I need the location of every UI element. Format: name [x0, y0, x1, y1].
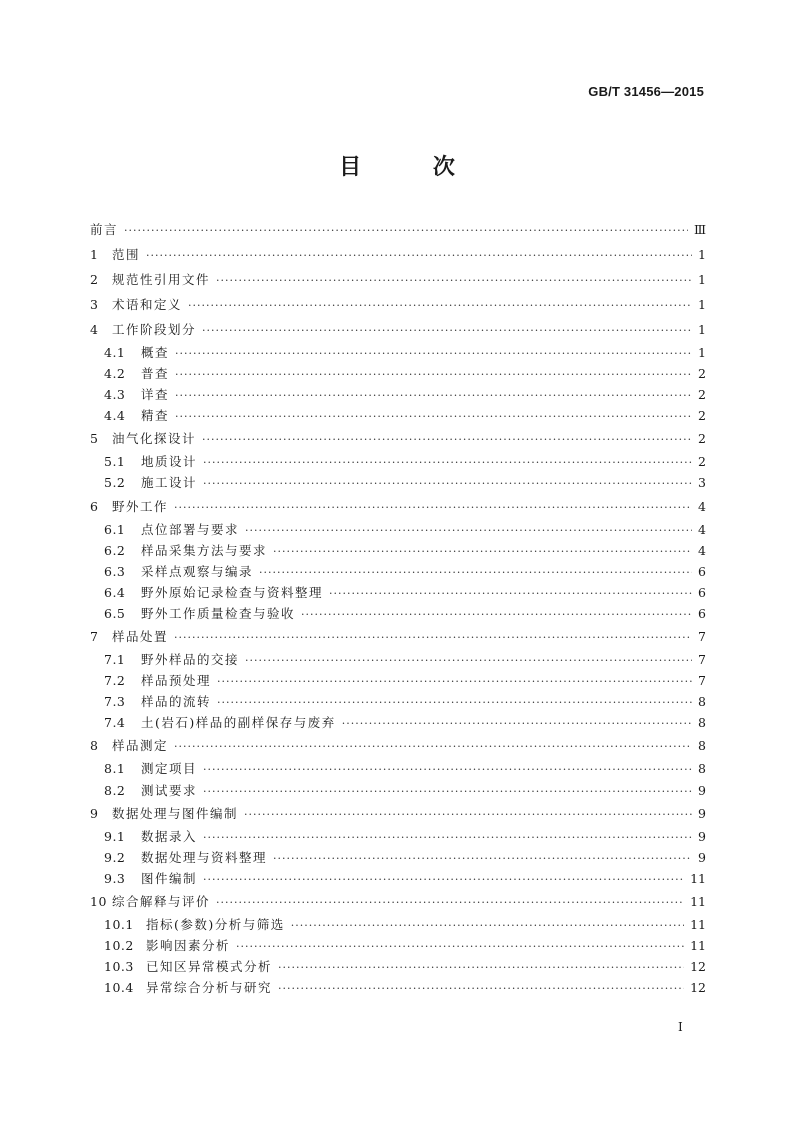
toc-entry-page: 9: [698, 782, 706, 798]
toc-entry-number: 9.3: [104, 870, 126, 886]
toc-leader-dots: [175, 388, 692, 404]
toc-entry[interactable]: [90, 980, 706, 1001]
toc-entry-number: 6.3: [104, 563, 126, 579]
toc-entry-label: 已知区异常模式分析: [146, 959, 273, 975]
toc-entry-page: 1: [698, 322, 706, 337]
toc-entry[interactable]: [90, 652, 706, 673]
toc-leader-dots: [203, 762, 692, 778]
toc-entry-number: 8.1: [104, 761, 126, 777]
toc-entry[interactable]: [90, 245, 706, 270]
toc-leader-dots: [273, 544, 692, 560]
toc-entry[interactable]: [90, 454, 706, 475]
toc-entry-label: 图件编制: [141, 870, 198, 886]
toc-entry-number: 5.1: [104, 454, 126, 470]
toc-entry-label: 概查: [141, 345, 170, 360]
toc-entry-page: 8: [698, 738, 706, 754]
toc-entry-page: 4: [698, 542, 706, 558]
toc-entry-page: 6: [698, 605, 706, 621]
toc-leader-dots: [188, 298, 692, 314]
toc-leader-dots: [203, 784, 692, 800]
toc-leader-dots: [217, 674, 692, 690]
toc-entry-number: 4.1: [104, 345, 126, 360]
toc-leader-dots: [203, 872, 684, 888]
toc-entry-page: 9: [698, 849, 706, 865]
toc-entry-label: 工作阶段划分: [112, 322, 197, 337]
toc-entry[interactable]: [90, 850, 706, 871]
toc-entry-page: 1: [698, 247, 706, 262]
toc-entry[interactable]: [90, 543, 706, 564]
toc-leader-dots: [202, 323, 692, 339]
toc-entry[interactable]: [90, 694, 706, 715]
toc-entry-label: 点位部署与要求: [141, 521, 240, 537]
toc-entry[interactable]: [90, 270, 706, 295]
toc-entry-page: 11: [690, 937, 706, 953]
toc-entry-page: 2: [698, 454, 706, 470]
toc-entry-number: 7.4: [104, 715, 126, 731]
page-number: I: [678, 1020, 683, 1034]
toc-entry[interactable]: [90, 938, 706, 959]
toc-leader-dots: [273, 851, 692, 867]
toc-entry-label: 普查: [141, 366, 170, 382]
toc-leader-dots: [259, 565, 692, 581]
toc-entry[interactable]: [90, 345, 706, 366]
toc-entry-label: 数据处理与资料整理: [141, 849, 268, 865]
toc-entry-page: 8: [698, 694, 706, 710]
toc-entry-number: 10.2: [104, 937, 134, 953]
toc-entry-label: 样品采集方法与要求: [141, 542, 268, 558]
toc-entry-page: 7: [698, 673, 706, 689]
toc-entry-number: 4.3: [104, 387, 126, 403]
toc-leader-dots: [175, 367, 692, 383]
toc-leader-dots: [203, 476, 692, 492]
toc-entry[interactable]: [90, 366, 706, 387]
toc-leader-dots: [175, 346, 692, 362]
toc-entry-label: 范围: [112, 247, 141, 262]
toc-entry-page: 7: [698, 652, 706, 668]
toc-entry[interactable]: [90, 829, 706, 850]
toc-entry-number: 4: [90, 322, 99, 337]
toc-entry-label: 土(岩石)样品的副样保存与废弃: [141, 715, 336, 731]
toc-entry-page: Ⅲ: [693, 222, 706, 237]
toc-entry-page: 2: [698, 366, 706, 382]
toc-entry-label: 数据录入: [141, 828, 198, 844]
toc-entry-page: 7: [698, 629, 706, 645]
toc-entry-page: 2: [698, 431, 706, 447]
toc-leader-dots: [244, 807, 692, 823]
toc-leader-dots: [278, 960, 684, 976]
toc-entry-page: 1: [698, 272, 706, 287]
toc-entry-number: 6.1: [104, 521, 126, 537]
toc-entry-label: 异常综合分析与研究: [146, 980, 273, 996]
toc-entry-label: 测试要求: [141, 782, 198, 798]
toc-entry-page: 2: [698, 408, 706, 424]
toc-entry-number: 2: [90, 272, 99, 287]
toc-entry[interactable]: [90, 497, 706, 522]
toc-leader-dots: [291, 918, 684, 934]
toc-entry-page: 12: [690, 959, 706, 975]
toc-leader-dots: [217, 695, 692, 711]
toc-leader-dots: [278, 981, 684, 997]
toc-entry[interactable]: [90, 761, 706, 782]
toc-entry[interactable]: [90, 627, 706, 652]
toc-leader-dots: [146, 248, 692, 264]
toc-entry-label: 样品处置: [112, 629, 169, 645]
toc-entry-number: 9.2: [104, 849, 126, 865]
toc-entry-number: 9.1: [104, 828, 126, 844]
toc-entry-number: 7.1: [104, 652, 126, 668]
toc-entry-number: 5: [90, 431, 99, 447]
toc-leader-dots: [202, 432, 692, 448]
toc-entry[interactable]: [90, 606, 706, 627]
toc-entry-label: 指标(参数)分析与筛选: [146, 916, 285, 932]
toc-entry[interactable]: [90, 917, 706, 938]
toc-entry[interactable]: [90, 673, 706, 694]
toc-entry-label: 术语和定义: [112, 297, 183, 312]
toc-entry-page: 1: [698, 297, 706, 312]
toc-entry-label: 样品测定: [112, 738, 169, 754]
toc-entry-number: 7.3: [104, 694, 126, 710]
toc-entry-number: 6.2: [104, 542, 126, 558]
toc-leader-dots: [175, 409, 692, 425]
toc-entry-page: 6: [698, 563, 706, 579]
toc-entry[interactable]: [90, 387, 706, 408]
toc-entry[interactable]: [90, 892, 706, 917]
toc-entry-label: 野外工作质量检查与验收: [141, 605, 296, 621]
toc-entry-number: 10: [90, 893, 107, 909]
toc-entry-number: 8: [90, 738, 99, 754]
toc-leader-dots: [124, 223, 688, 239]
toc-entry-label: 野外原始记录检查与资料整理: [141, 584, 324, 600]
toc-entry-number: 10.3: [104, 959, 134, 975]
toc-entry-page: 9: [698, 828, 706, 844]
toc-leader-dots: [174, 739, 692, 755]
toc-entry-number: 4.4: [104, 408, 126, 424]
toc-entry[interactable]: [90, 220, 706, 245]
toc-entry-number: 8.2: [104, 782, 126, 798]
toc-entry-number: 7.2: [104, 673, 126, 689]
toc-entry-page: 11: [690, 870, 706, 886]
toc-entry[interactable]: [90, 522, 706, 543]
toc-entry-number: 9: [90, 805, 99, 821]
toc-entry-number: 7: [90, 629, 99, 645]
toc-entry-page: 9: [698, 805, 706, 821]
toc-leader-dots: [174, 500, 692, 516]
toc-entry-page: 6: [698, 584, 706, 600]
toc-entry-label: 前言: [90, 222, 119, 237]
toc-leader-dots: [245, 653, 692, 669]
toc-entry-label: 采样点观察与编录: [141, 563, 254, 579]
toc-entry-number: 5.2: [104, 475, 126, 491]
toc-entry-page: 2: [698, 387, 706, 403]
toc-leader-dots: [245, 523, 692, 539]
toc-entry[interactable]: [90, 736, 706, 761]
toc-entry[interactable]: [90, 320, 706, 345]
toc-entry[interactable]: [90, 871, 706, 892]
toc-entry-number: 4.2: [104, 366, 126, 382]
toc-entry[interactable]: [90, 715, 706, 736]
toc-entry-number: 3: [90, 297, 99, 312]
toc-entry-page: 3: [698, 475, 706, 491]
toc-leader-dots: [342, 716, 692, 732]
toc-leader-dots: [329, 586, 692, 602]
toc-entry-page: 12: [690, 980, 706, 996]
toc-entry-number: 10.4: [104, 980, 134, 996]
toc-leader-dots: [203, 830, 692, 846]
toc-entry-number: 10.1: [104, 916, 134, 932]
toc-leader-dots: [236, 939, 684, 955]
toc-list: [90, 220, 706, 1001]
toc-entry-page: 11: [690, 893, 706, 909]
toc-entry-label: 样品的流转: [141, 694, 212, 710]
toc-entry-label: 油气化探设计: [112, 431, 197, 447]
toc-entry[interactable]: [90, 959, 706, 980]
toc-entry-page: 4: [698, 521, 706, 537]
toc-entry-label: 测定项目: [141, 761, 198, 777]
toc-entry-label: 样品预处理: [141, 673, 212, 689]
toc-entry-label: 地质设计: [141, 454, 198, 470]
toc-title: 目 次: [339, 154, 487, 180]
toc-entry-label: 精查: [141, 408, 170, 424]
toc-entry-label: 施工设计: [141, 475, 198, 491]
toc-entry-label: 规范性引用文件: [112, 272, 211, 287]
toc-entry[interactable]: [90, 429, 706, 454]
toc-entry-label: 详查: [141, 387, 170, 403]
toc-entry-page: 8: [698, 761, 706, 777]
toc-entry-number: 6: [90, 498, 99, 514]
toc-entry-page: 4: [698, 498, 706, 514]
toc-entry-label: 野外工作: [112, 498, 169, 514]
toc-entry-number: 1: [90, 247, 99, 262]
toc-entry[interactable]: [90, 475, 706, 496]
toc-entry-number: 6.4: [104, 584, 126, 600]
toc-entry-label: 数据处理与图件编制: [112, 805, 239, 821]
toc-entry-label: 综合解释与评价: [112, 893, 211, 909]
toc-entry[interactable]: [90, 564, 706, 585]
toc-entry-label: 影响因素分析: [146, 937, 231, 953]
toc-entry[interactable]: [90, 585, 706, 606]
standard-code: GB/T 31456—2015: [588, 84, 704, 99]
toc-entry-page: 1: [698, 345, 706, 360]
toc-leader-dots: [301, 607, 692, 623]
toc-leader-dots: [174, 630, 692, 646]
toc-entry-page: 11: [690, 916, 706, 932]
toc-entry[interactable]: [90, 295, 706, 320]
toc-leader-dots: [203, 455, 692, 471]
toc-leader-dots: [216, 273, 692, 289]
toc-entry[interactable]: [90, 783, 706, 804]
toc-entry-label: 野外样品的交接: [141, 652, 240, 668]
toc-entry[interactable]: [90, 804, 706, 829]
toc-entry-page: 8: [698, 715, 706, 731]
toc-entry-number: 6.5: [104, 605, 126, 621]
toc-entry[interactable]: [90, 408, 706, 429]
toc-leader-dots: [216, 895, 684, 911]
